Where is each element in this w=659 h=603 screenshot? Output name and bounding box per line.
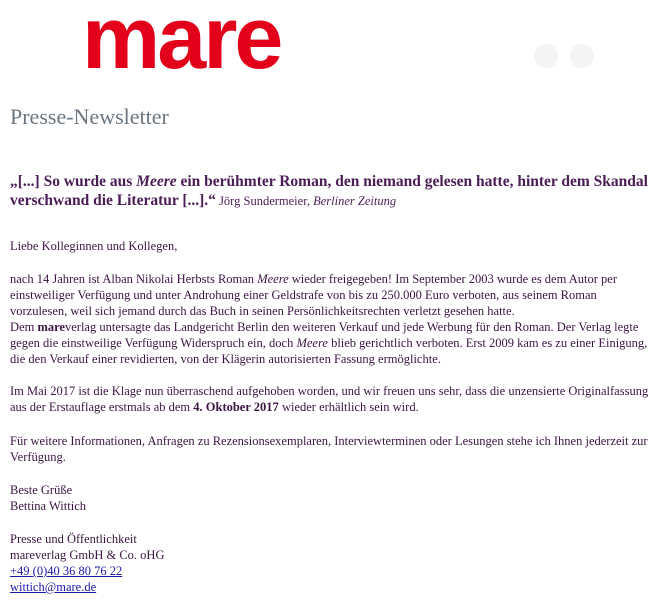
social-icon[interactable]: [570, 44, 594, 68]
signature-closing: Beste Grüße Bettina Wittich: [10, 483, 86, 513]
page-title: Presse-Newsletter: [10, 104, 169, 129]
paragraph-1: nach 14 Jahren ist Alban Nikolai Herbsts Roman Meere wieder freigegeben! Im September 2003 wurde es dem Autor per einstweiliger Verfügung und unter Androhung einer Geldstrafe von bis zu 250.000 Euro verboten, aus seinem Roman vorzulesen, weil sich jemand durch das Buch in seinen Persönlichkeitsrechten verletzt gesehen hatte. Dem mareverlag untersagte das Landgericht Berlin den weiteren Verkauf und jede Werbung für den Roman. Der Verlag legte gegen die einstweilige Verfügung Widerspruch ein, doch Meere blieb gerichtlich verboten. Erst 2009 kam es zu einer Einigung, die den Verkauf einer revidierten, von der Klägerin autorisierten Fassung ermöglichte.: [10, 272, 648, 366]
paragraph-4: Für weitere Informationen, Anfragen zu Rezensionsexemplaren, Interviewterminen oder Lesungen stehe ich Ihnen jederzeit zur Verfügung.: [10, 434, 648, 464]
social-icon[interactable]: [534, 44, 558, 68]
greeting: Liebe Kolleginnen und Kollegen,: [10, 239, 178, 253]
email-link[interactable]: wittich@mare.de: [10, 580, 97, 594]
paragraph-3: Im Mai 2017 ist die Klage nun überraschend aufgehoben worden, und wir freuen uns sehr, dass die unzensierte Originalfassung aus der Erstauflage erstmals ab dem 4. Oktober 2017 wieder erhältlich sein wird.: [10, 384, 649, 414]
mare-logo: mare: [82, 0, 281, 87]
signature-contact: Presse und Öffentlichkeit mareverlag GmbH & Co. oHG +49 (0)40 36 80 76 22 wittich@mare.de: [10, 532, 165, 594]
phone-link[interactable]: +49 (0)40 36 80 76 22: [10, 564, 123, 578]
press-quote: „[...] So wurde aus Meere ein berühmter Roman, den niemand gelesen hatte, hinter dem Skandal verschwand die Literatur [...].“ Jörg Sundermeier, Berliner Zeitung: [10, 173, 648, 209]
